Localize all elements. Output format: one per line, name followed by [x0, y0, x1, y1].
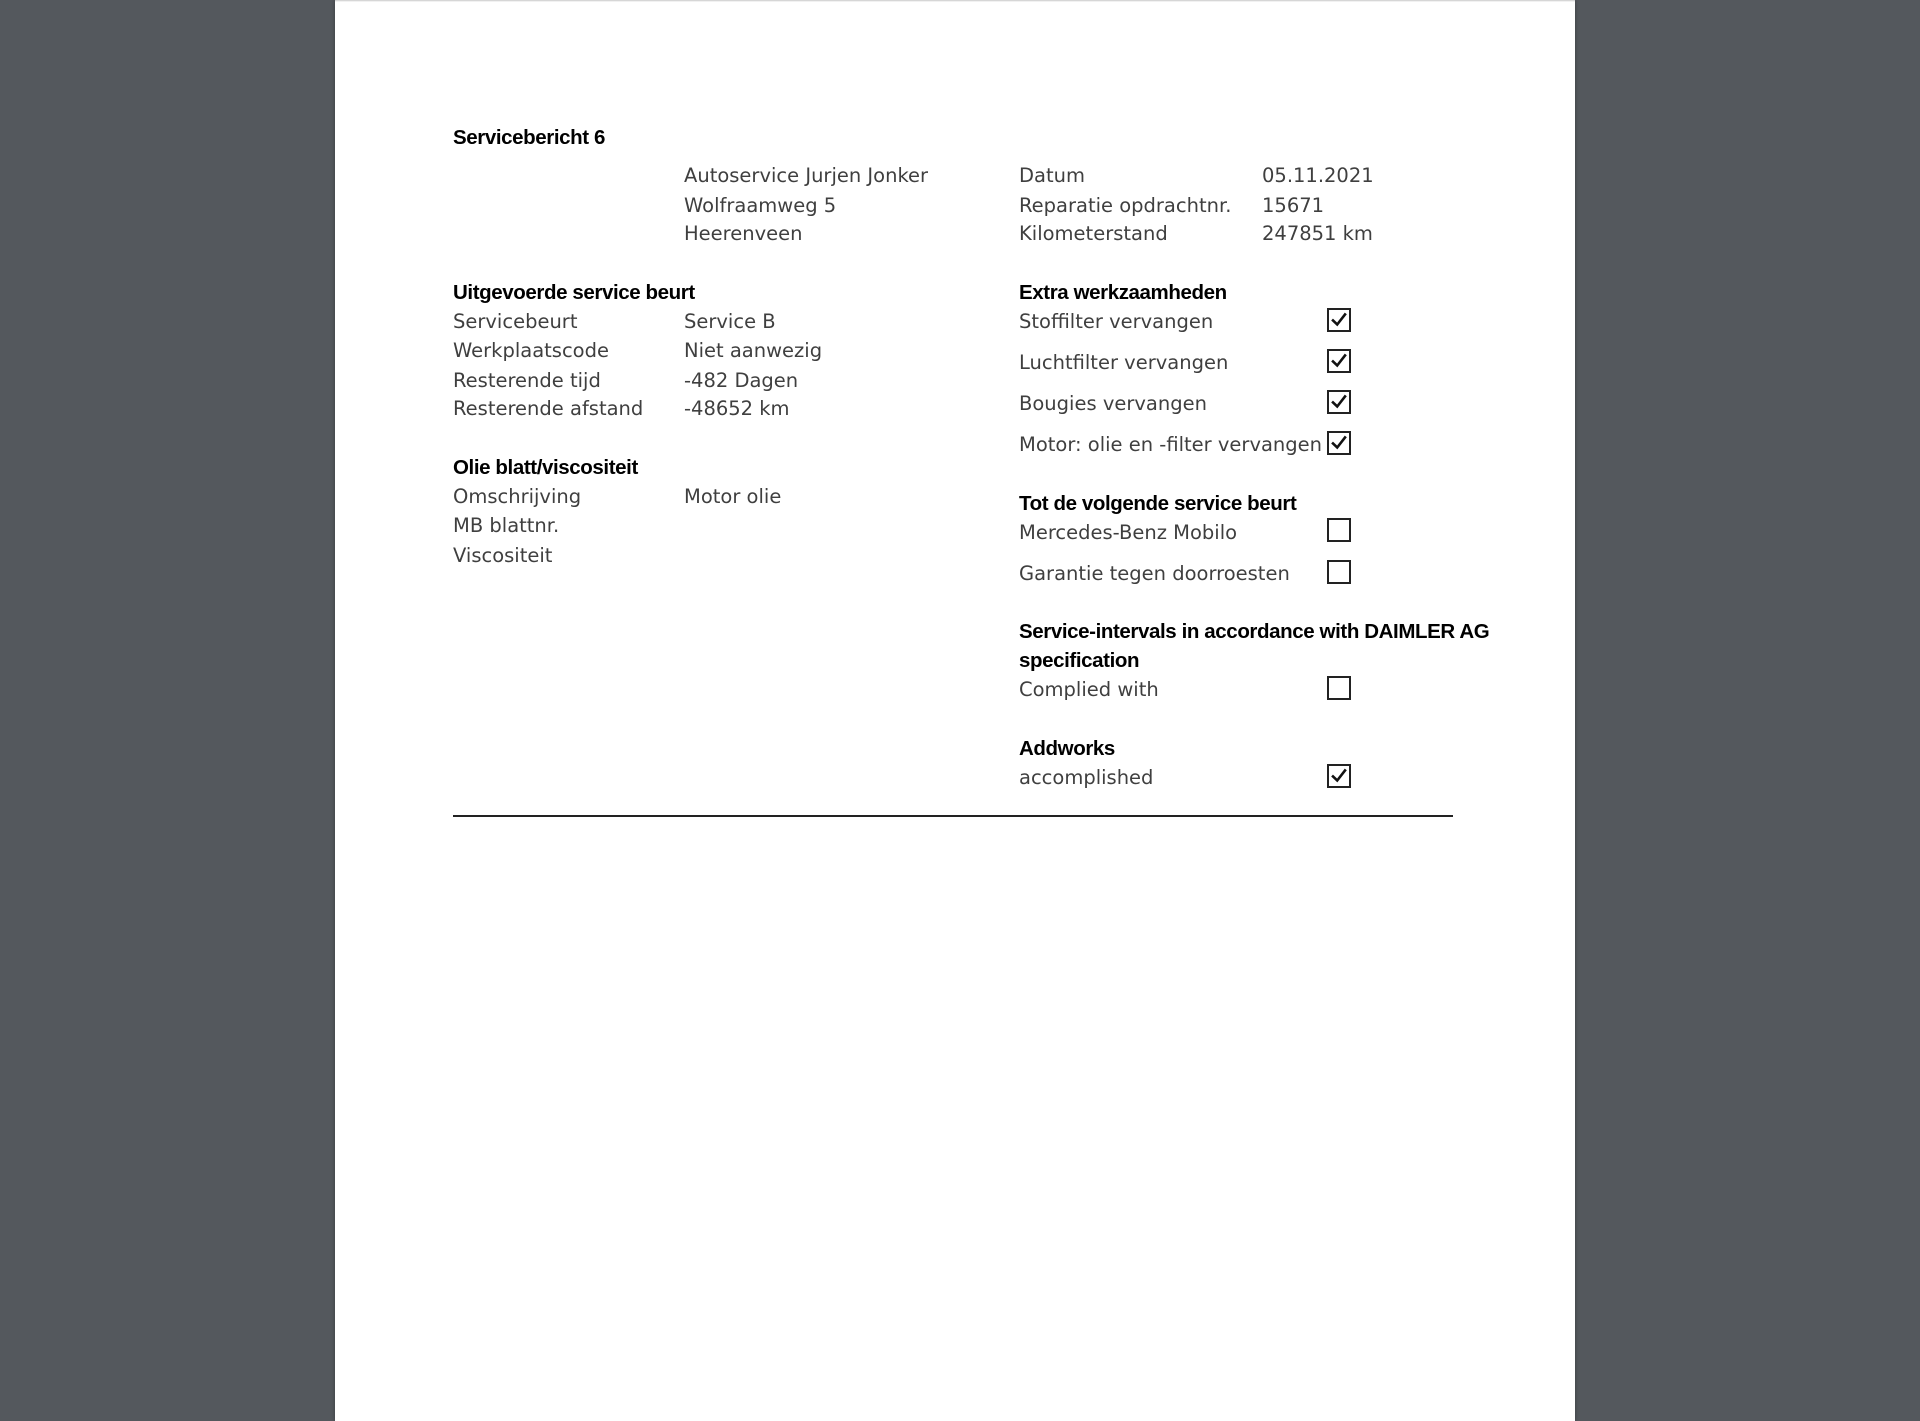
checkmark-icon — [1330, 434, 1348, 452]
stoffilter-checkbox[interactable] — [1327, 308, 1351, 332]
resterende-afstand-value: -48652 km — [684, 397, 790, 420]
kilometerstand-value: 247851 km — [1262, 222, 1373, 245]
bougies-label: Bougies vervangen — [1019, 392, 1207, 415]
mb-blattnr-label: MB blattnr. — [453, 514, 560, 537]
resterende-afstand-label: Resterende afstand — [453, 397, 644, 420]
omschrijving-value: Motor olie — [684, 485, 782, 508]
opdracht-label: Reparatie opdrachtnr. — [1019, 194, 1232, 217]
viscositeit-label: Viscositeit — [453, 544, 553, 567]
opdracht-value: 15671 — [1262, 194, 1325, 217]
kilometerstand-label: Kilometerstand — [1019, 222, 1168, 245]
doorroesten-label: Garantie tegen doorroesten — [1019, 562, 1290, 585]
checkmark-icon — [1330, 393, 1348, 411]
luchtfilter-label: Luchtfilter vervangen — [1019, 351, 1229, 374]
doorroesten-checkbox[interactable] — [1327, 560, 1351, 584]
resterende-tijd-value: -482 Dagen — [684, 369, 799, 392]
bougies-checkbox[interactable] — [1327, 390, 1351, 414]
section-divider — [453, 815, 1453, 817]
datum-value: 05.11.2021 — [1262, 164, 1374, 187]
luchtfilter-checkbox[interactable] — [1327, 349, 1351, 373]
checkmark-icon — [1330, 311, 1348, 329]
mobilo-checkbox[interactable] — [1327, 518, 1351, 542]
report-title: Servicebericht 6 — [453, 126, 605, 149]
servicebeurt-value: Service B — [684, 310, 776, 333]
document-page — [335, 0, 1575, 1421]
extra-heading: Extra werkzaamheden — [1019, 281, 1227, 304]
mobilo-label: Mercedes-Benz Mobilo — [1019, 521, 1238, 544]
intervals-heading-line-2: specification — [1019, 649, 1140, 672]
address-line-3: Heerenveen — [684, 222, 803, 245]
complied-with-label: Complied with — [1019, 678, 1159, 701]
servicebeurt-label: Servicebeurt — [453, 310, 578, 333]
motorolie-checkbox[interactable] — [1327, 431, 1351, 455]
werkplaatscode-value: Niet aanwezig — [684, 339, 823, 362]
datum-label: Datum — [1019, 164, 1085, 187]
accomplished-label: accomplished — [1019, 766, 1154, 789]
werkplaatscode-label: Werkplaatscode — [453, 339, 609, 362]
uitgevoerd-heading: Uitgevoerde service beurt — [453, 281, 695, 304]
volgende-heading: Tot de volgende service beurt — [1019, 492, 1297, 515]
motorolie-label: Motor: olie en -filter vervangen — [1019, 433, 1323, 456]
checkmark-icon — [1330, 767, 1348, 785]
complied-with-checkbox[interactable] — [1327, 676, 1351, 700]
accomplished-checkbox[interactable] — [1327, 764, 1351, 788]
intervals-heading-line-1: Service-intervals in accordance with DAIMLER AG — [1019, 620, 1490, 643]
resterende-tijd-label: Resterende tijd — [453, 369, 601, 392]
stoffilter-label: Stoffilter vervangen — [1019, 310, 1214, 333]
address-line-2: Wolfraamweg 5 — [684, 194, 837, 217]
olie-heading: Olie blatt/viscositeit — [453, 456, 638, 479]
checkmark-icon — [1330, 352, 1348, 370]
addworks-heading: Addworks — [1019, 737, 1115, 760]
omschrijving-label: Omschrijving — [453, 485, 582, 508]
address-line-1: Autoservice Jurjen Jonker — [684, 164, 929, 187]
